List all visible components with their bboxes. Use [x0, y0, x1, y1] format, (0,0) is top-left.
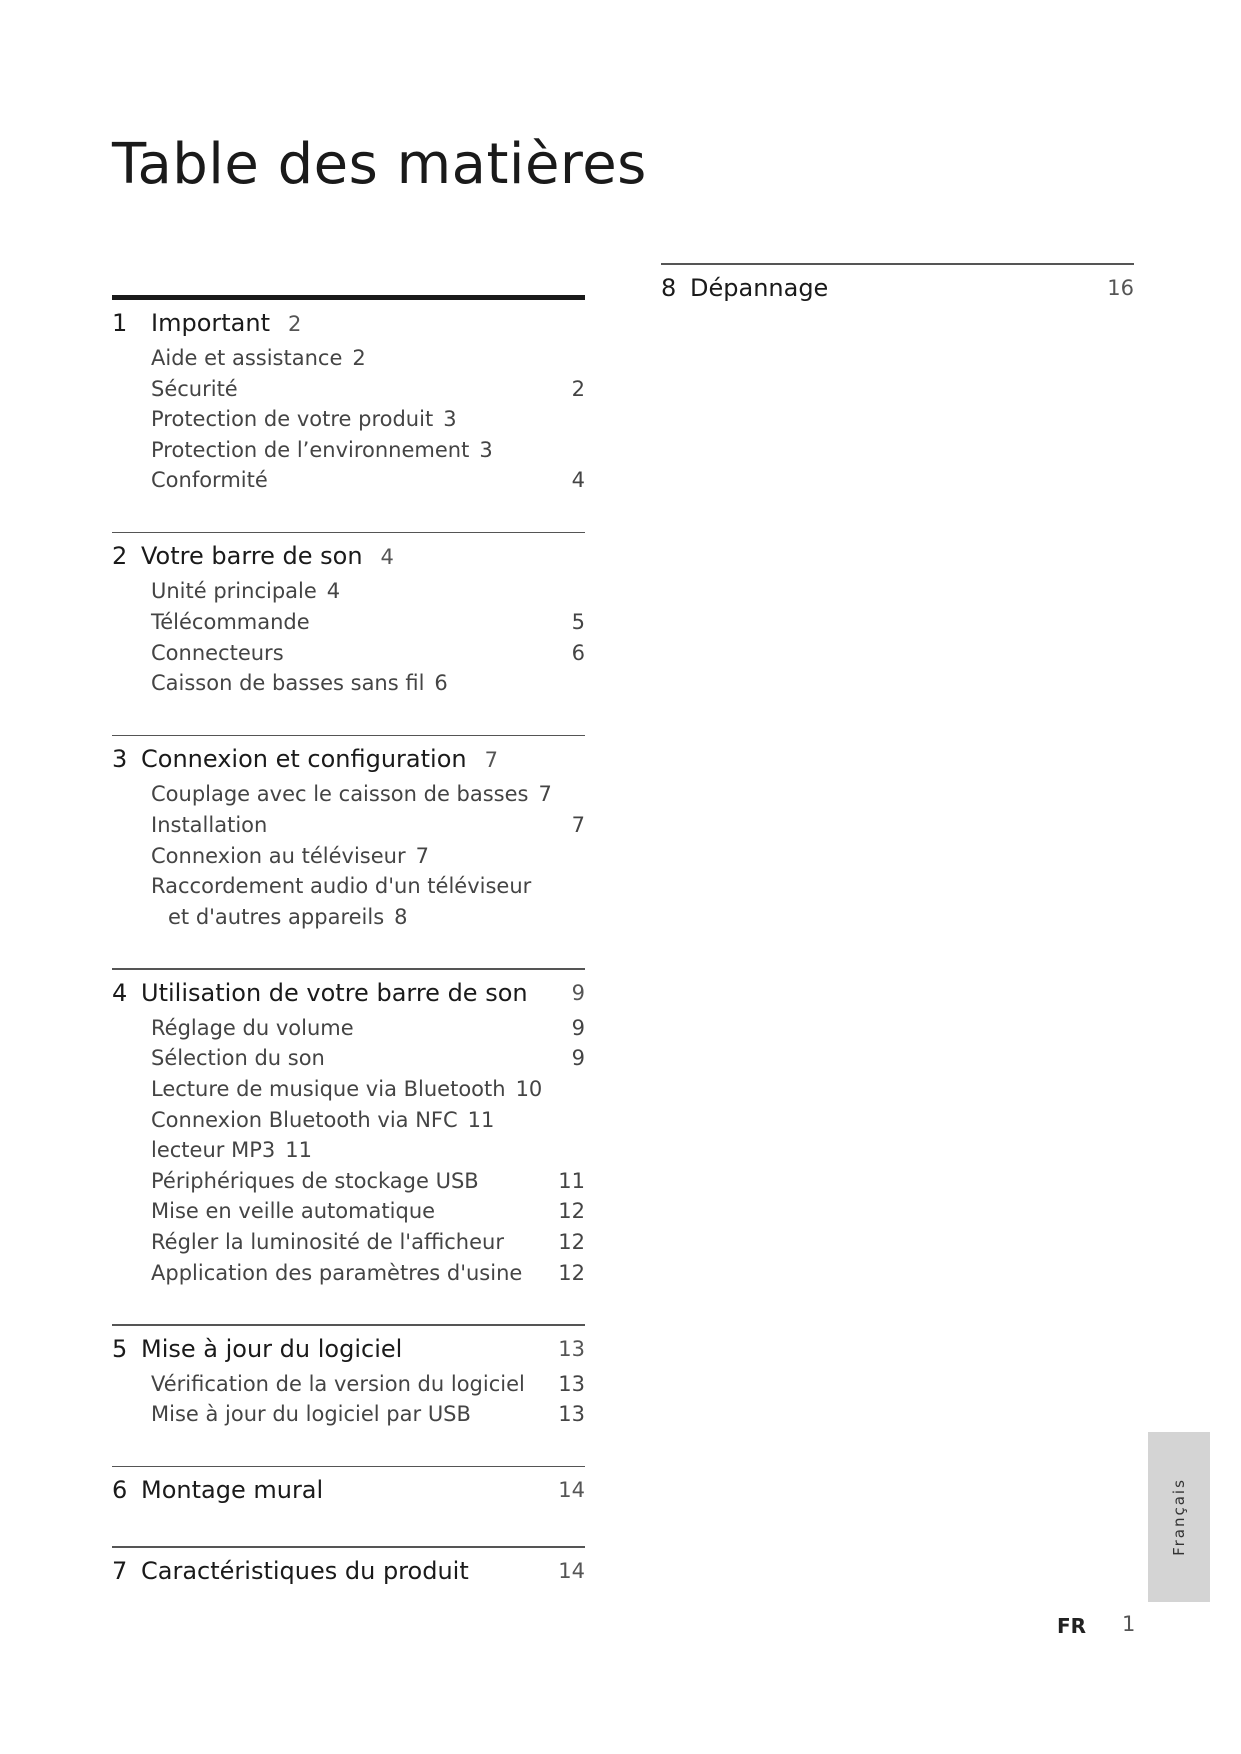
toc-entry-label: Connexion Bluetooth via NFC — [151, 1107, 458, 1132]
section-title: Dépannage — [690, 273, 829, 302]
section-title: Montage mural — [141, 1476, 324, 1505]
section-heading[interactable] — [112, 1476, 585, 1510]
section-number: 8 — [661, 273, 677, 302]
toc-entry[interactable] — [112, 1196, 585, 1227]
section-number: 7 — [112, 1556, 128, 1585]
toc-entry-page-number: 4 — [326, 579, 341, 604]
toc-entry-label: Télécommande — [151, 610, 310, 635]
toc-entry-label: lecteur MP3 — [151, 1138, 276, 1163]
toc-entry-page-number: 9 — [571, 1015, 585, 1040]
section-entries — [112, 576, 585, 698]
toc-section — [112, 735, 585, 932]
toc-entry[interactable] — [112, 343, 585, 374]
toc-entry-page-number: 4 — [571, 468, 585, 493]
toc-entry-label: Conformité — [151, 468, 268, 493]
toc-entry[interactable] — [112, 668, 585, 699]
toc-entry-page-number: 3 — [479, 437, 493, 462]
section-divider — [112, 1466, 585, 1468]
toc-entry-page-number: 13 — [558, 1371, 585, 1396]
section-entries — [112, 1369, 585, 1430]
toc-section — [112, 1466, 585, 1511]
toc-entry-page-number: 3 — [443, 407, 457, 432]
language-side-tab-label: Français — [1170, 1478, 1188, 1556]
section-heading[interactable] — [112, 1335, 585, 1369]
section-divider — [112, 968, 585, 970]
toc-entry-page-number: 11 — [467, 1107, 495, 1132]
section-number: 5 — [112, 1334, 128, 1363]
section-heading[interactable] — [112, 542, 585, 576]
page-title: Table des matières — [112, 132, 647, 197]
section-title: Utilisation de votre barre de son — [141, 978, 528, 1007]
toc-entry[interactable] — [112, 404, 585, 435]
toc-entry-label: Couplage avec le caisson de basses — [151, 782, 529, 807]
toc-entry-page-number: 12 — [558, 1260, 585, 1285]
toc-entry-page-number: 11 — [558, 1168, 585, 1193]
section-number: 2 — [112, 542, 128, 571]
section-divider — [112, 532, 585, 534]
toc-entry-label: Sélection du son — [151, 1046, 325, 1071]
toc-entry[interactable] — [112, 871, 585, 902]
toc-entry-label: Connexion au téléviseur — [151, 843, 406, 868]
section-entries — [112, 1013, 585, 1288]
section-page-number: 14 — [558, 1478, 585, 1503]
toc-entry-page-number: 2 — [571, 376, 585, 401]
section-divider — [661, 263, 1134, 265]
toc-entry[interactable] — [112, 902, 585, 933]
section-heading[interactable] — [112, 309, 585, 343]
toc-entry[interactable] — [112, 607, 585, 638]
footer-language-code: FR — [1057, 1614, 1087, 1638]
toc-entry[interactable] — [112, 1105, 585, 1136]
toc-entry[interactable] — [112, 1166, 585, 1197]
section-number: 3 — [112, 745, 128, 774]
toc-entry-page-number: 12 — [558, 1199, 585, 1224]
section-heading[interactable] — [661, 274, 1134, 308]
section-divider — [112, 1324, 585, 1326]
toc-entry-label: Application des paramètres d'usine — [151, 1260, 523, 1285]
toc-entry-label: Vérification de la version du logiciel — [151, 1371, 525, 1396]
toc-entry-page-number: 8 — [394, 904, 408, 929]
section-divider — [112, 735, 585, 737]
toc-entry-label: Protection de votre produit — [151, 407, 434, 432]
section-title: Important 2 — [151, 309, 302, 337]
section-divider — [112, 295, 585, 300]
section-title: Caractéristiques du produit — [141, 1556, 469, 1585]
toc-entry-page-number: 6 — [571, 640, 585, 665]
toc-entry-page-number: 12 — [558, 1229, 585, 1254]
toc-entry[interactable] — [112, 576, 585, 607]
toc-section — [112, 295, 585, 496]
toc-entry-label: Réglage du volume — [151, 1015, 354, 1040]
section-page-number: 13 — [558, 1336, 585, 1361]
toc-entry[interactable] — [112, 1399, 585, 1430]
toc-entry-label: Connecteurs — [151, 640, 284, 665]
section-title: Mise à jour du logiciel — [141, 1334, 403, 1363]
toc-entry[interactable] — [112, 465, 585, 496]
toc-entry-page-number: 7 — [415, 843, 429, 868]
toc-entry[interactable] — [112, 1013, 585, 1044]
toc-entry[interactable] — [112, 779, 585, 810]
section-heading[interactable] — [112, 1557, 585, 1591]
toc-entry-page-number: 11 — [285, 1138, 312, 1163]
toc-entry-label: et d'autres appareils — [168, 904, 385, 929]
toc-entry-label: Lecture de musique via Bluetooth — [151, 1077, 506, 1101]
toc-entry[interactable] — [112, 1258, 585, 1289]
toc-entry-label: Unité principale — [151, 579, 317, 604]
toc-entry[interactable] — [112, 1074, 585, 1105]
section-heading[interactable] — [112, 745, 585, 779]
section-divider — [112, 1546, 585, 1548]
section-page-number: 2 — [287, 312, 302, 336]
section-page-number: 16 — [1107, 275, 1134, 300]
toc-entry[interactable] — [112, 1043, 585, 1074]
toc-left-column — [112, 259, 585, 1591]
section-title: Connexion et configuration 7 — [141, 745, 498, 774]
toc-entry-page-number: 7 — [571, 812, 585, 837]
section-entries — [112, 779, 585, 932]
toc-entry[interactable] — [112, 638, 585, 669]
toc-entry[interactable] — [112, 374, 585, 405]
toc-entry-page-number: 5 — [571, 610, 585, 635]
toc-entry-label: Caisson de basses sans fil — [151, 671, 425, 696]
footer-page-number: 1 — [1122, 1612, 1136, 1636]
section-page-number: 7 — [484, 748, 498, 773]
toc-entry-label: Mise en veille automatique — [151, 1199, 436, 1224]
section-page-number: 9 — [571, 980, 585, 1005]
toc-entry-page-number: 10 — [515, 1077, 543, 1101]
section-title: Votre barre de son 4 — [141, 542, 394, 571]
toc-entry-page-number: 6 — [434, 671, 448, 696]
section-number: 1 — [112, 309, 128, 337]
toc-entry-page-number: 13 — [558, 1402, 585, 1427]
toc-right-column — [661, 263, 1134, 308]
toc-entry-page-number: 2 — [352, 346, 366, 370]
toc-section — [112, 1546, 585, 1591]
toc-entry-label: Protection de l’environnement — [151, 437, 470, 462]
toc-section — [112, 532, 585, 699]
toc-entry-label: Installation — [151, 812, 268, 837]
toc-entry[interactable] — [112, 1369, 585, 1400]
toc-entry[interactable] — [112, 1227, 585, 1258]
toc-entry-label: Mise à jour du logiciel par USB — [151, 1402, 471, 1427]
toc-section — [112, 968, 585, 1288]
section-heading[interactable] — [112, 979, 585, 1013]
toc-entry[interactable] — [112, 841, 585, 872]
section-entries — [112, 343, 585, 496]
toc-entry[interactable] — [112, 810, 585, 841]
toc-section — [661, 263, 1134, 308]
section-number: 6 — [112, 1476, 128, 1505]
toc-entry-page-number: 7 — [538, 782, 552, 807]
toc-entry-label: Régler la luminosité de l'afficheur — [151, 1229, 504, 1254]
section-number: 4 — [112, 978, 128, 1007]
toc-entry-label: Périphériques de stockage USB — [151, 1168, 479, 1193]
toc-entry[interactable] — [112, 435, 585, 466]
toc-entry-label: Raccordement audio d'un téléviseur — [151, 874, 532, 899]
toc-section — [112, 1324, 585, 1430]
language-side-tab — [1148, 1432, 1210, 1602]
section-page-number: 4 — [380, 545, 394, 570]
toc-entry-page-number: 9 — [571, 1046, 585, 1071]
section-page-number: 14 — [558, 1558, 585, 1583]
toc-entry-label: Sécurité — [151, 376, 238, 401]
toc-entry-label: Aide et assistance — [151, 346, 343, 370]
toc-entry[interactable] — [112, 1135, 585, 1166]
